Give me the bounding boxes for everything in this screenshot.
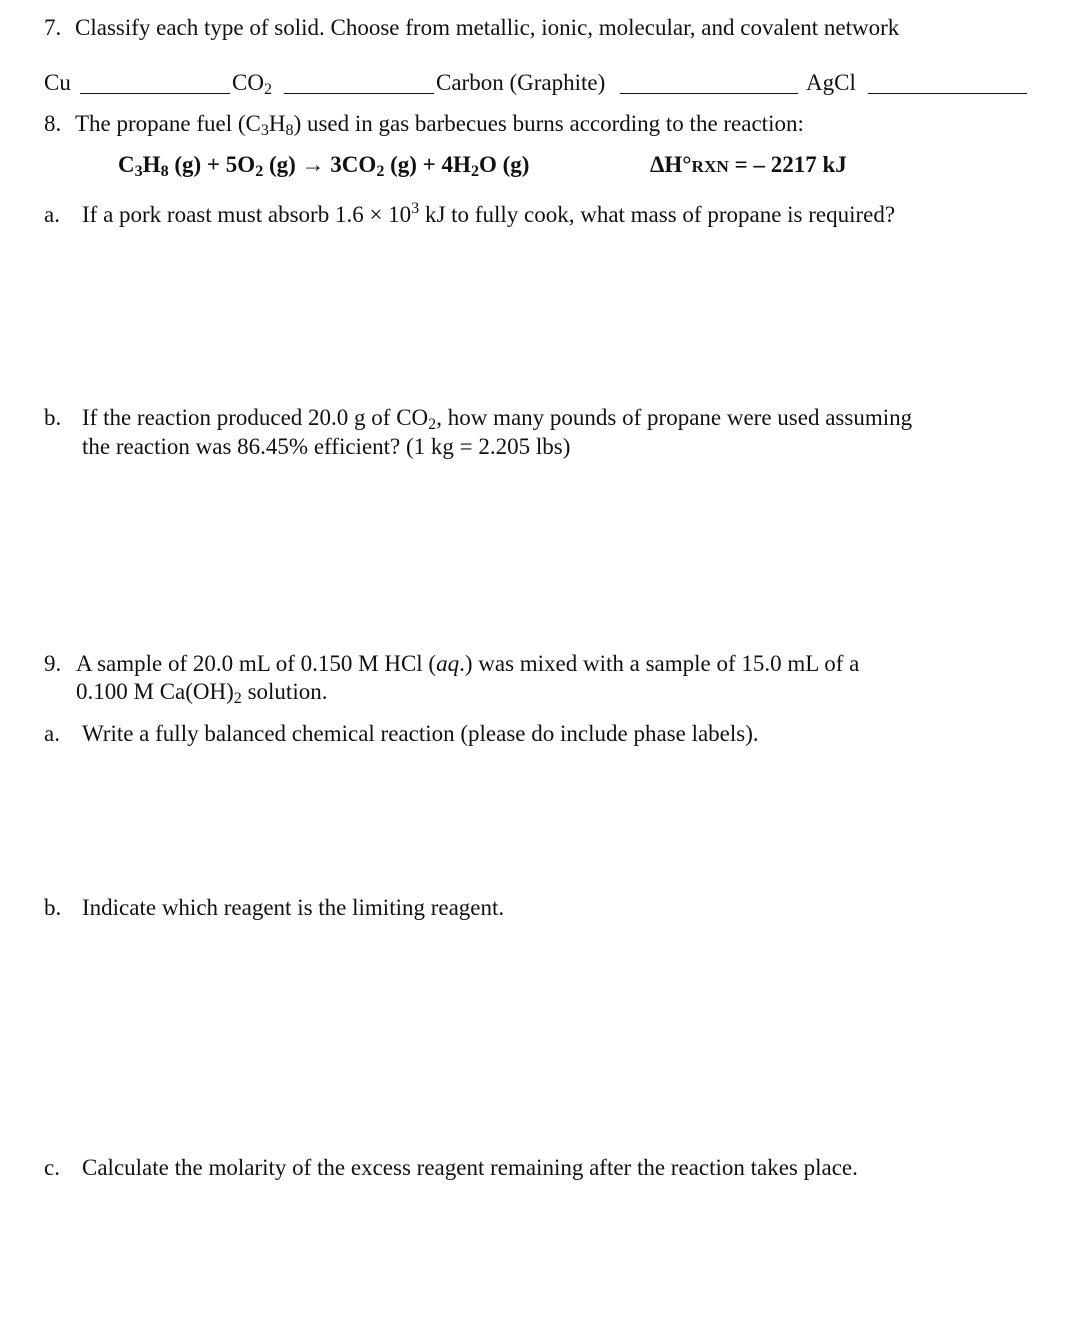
question-7-number: 7. <box>44 15 62 40</box>
answer-blank-co2[interactable] <box>284 93 434 94</box>
answer-blank-cu[interactable] <box>80 93 230 94</box>
question-9-text-line2: 0.100 M $Ca(OH)_2$ solution. <box>76 679 328 708</box>
question-8b-text-line2: the reaction was 86.45% efficient? (1 kg = 2.205 lbs) <box>82 434 571 459</box>
question-9b-label: b. <box>44 895 62 920</box>
classify-item-co2: $CO_2$ <box>232 70 272 99</box>
question-8a <box>44 200 896 229</box>
question-8b-text-line1: If the reaction produced 20.0 g of $CO_2$, how many pounds of propane were used assuming <box>82 405 913 434</box>
question-9b-text: Indicate which reagent is the limiting reagent. <box>82 895 505 920</box>
question-7-text: Classify each type of solid. Choose from metallic, ionic, molecular, and covalent network <box>75 15 900 40</box>
classify-item-graphite <box>436 69 605 97</box>
question-8a-text: If a pork roast must absorb $1.6 \times 10^3$ kJ to fully cook, what mass of propane is required? <box>82 200 896 227</box>
question-9-number: 9. <box>44 651 62 676</box>
enthalpy-value: ΔH°RXN = – 2217 kJ <box>650 152 847 177</box>
question-9a <box>44 720 759 748</box>
question-7 <box>44 14 899 42</box>
question-8 <box>44 110 804 138</box>
classify-label-graphite: Carbon (Graphite) <box>436 70 606 95</box>
question-8a-label: a. <box>44 202 60 227</box>
answer-blank-graphite[interactable] <box>620 93 798 94</box>
question-9 <box>44 650 860 678</box>
question-8-number: 8. <box>44 111 62 136</box>
classify-label-cu: Cu <box>44 70 71 95</box>
question-8-text: The propane fuel $(C_3H_8)$ used in gas barbecues burns according to the reaction: <box>75 111 804 140</box>
question-8b-label: b. <box>44 405 62 430</box>
classify-label-co2: CO <box>232 70 264 95</box>
question-8b <box>44 404 913 434</box>
question-9a-text: Write a fully balanced chemical reaction (please do include phase labels). <box>82 721 759 746</box>
answer-blank-agcl[interactable] <box>868 93 1027 94</box>
classify-item-cu <box>44 69 71 97</box>
propane-combustion-equation: $C_3H_8$ $(g) + 5O_2$ $(g) \to 3CO_2$ $(g) + 4H_2O$ (g) <box>118 152 530 181</box>
classify-label-agcl: AgCl <box>806 70 856 95</box>
classify-item-agcl <box>806 69 856 97</box>
question-9a-label: a. <box>44 721 60 746</box>
question-9c-text: Calculate the molarity of the excess reagent remaining after the reaction takes place. <box>82 1155 858 1180</box>
question-9c-label: c. <box>44 1155 60 1180</box>
question-9-text-line1: A sample of 20.0 mL of 0.150 M HCl (aq.) was mixed with a sample of 15.0 mL of a <box>76 651 860 676</box>
question-9c <box>44 1154 858 1182</box>
question-9b <box>44 894 505 922</box>
